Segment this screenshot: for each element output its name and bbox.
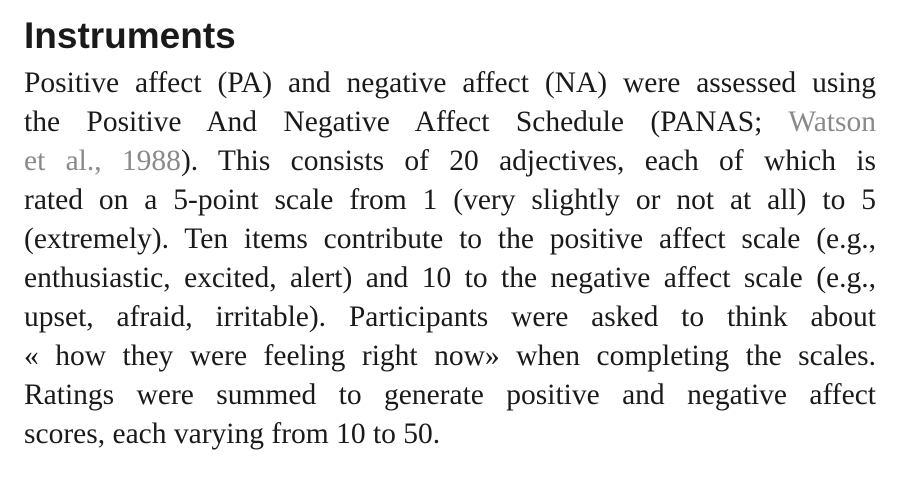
- paragraph-line-3-text: ). This consists of 20 adjectives, each of which is: [180, 145, 876, 177]
- citation-link-watson[interactable]: Watson: [788, 106, 876, 138]
- section-heading: Instruments: [24, 15, 236, 56]
- body-paragraph: [24, 64, 876, 454]
- paragraph-line-4: rated on a 5-point scale from 1 (very slightly or not at all) to 5: [24, 184, 876, 216]
- paragraph-line-8: « how they were feeling right now» when completing the scales.: [24, 340, 876, 372]
- paragraph-line-2-text: the Positive And Negative Affect Schedule (PANAS;: [24, 106, 789, 138]
- paragraph-line-9: Ratings were summed to generate positive and negative affect: [24, 379, 876, 411]
- paragraph-line-2: [24, 103, 876, 142]
- paragraph-line-10: scores, each varying from 10 to 50.: [24, 418, 441, 450]
- paragraph-line-6: enthusiastic, excited, alert) and 10 to the negative affect scale (e.g.,: [24, 262, 876, 294]
- paragraph-line-5: (extremely). Ten items contribute to the positive affect scale (e.g.,: [24, 223, 876, 255]
- paragraph-line-7: upset, afraid, irritable). Participants were asked to think about: [24, 301, 876, 333]
- paragraph-line-3: [24, 142, 876, 181]
- paragraph-line-1: Positive affect (PA) and negative affect (NA) were assessed using: [24, 67, 876, 99]
- citation-link-year[interactable]: et al., 1988: [24, 145, 181, 177]
